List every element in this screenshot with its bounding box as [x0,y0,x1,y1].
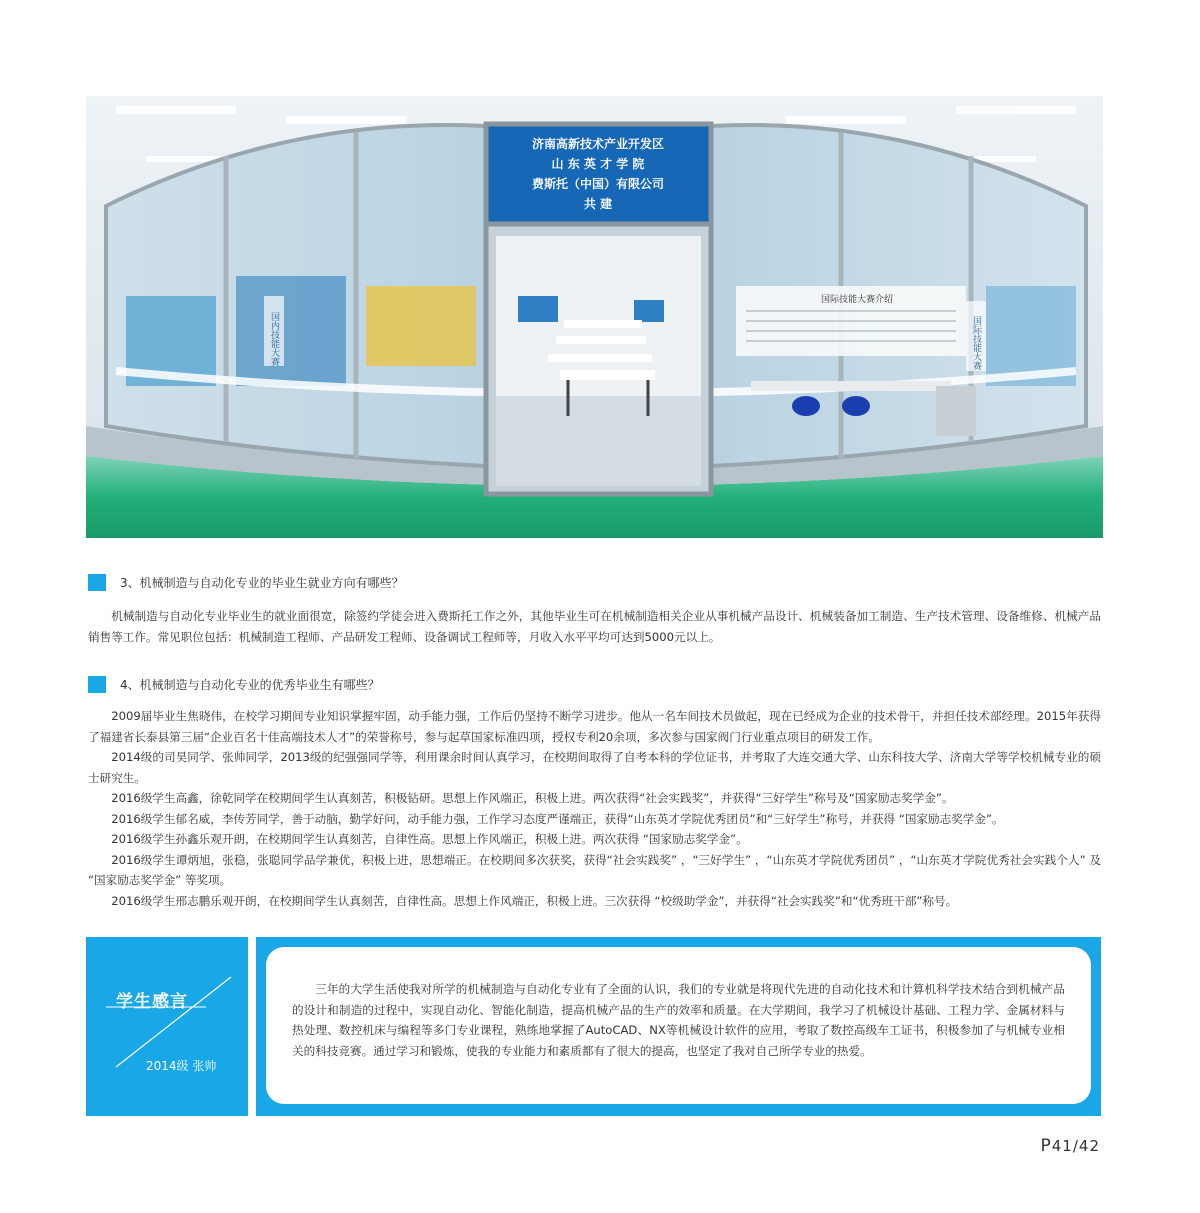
lab-photo-illustration [86,96,1103,538]
testimonial-text: 三年的大学生活使我对所学的机械制造与自动化专业有了全面的认识，我们的专业就是将现代先进的自动化技术和计算机科学技术结合到机械产品的设计和制造的过程中，实现自动化、智能化制造，提高机械产品的生产的效率和质量。在大学期间，我学习了机械设计基础、工程力学、金属材料与热处理、数控机床与编程等多门专业课程，熟练地掌握了AutoCAD、NX等机械设计软件的应用，考取了数控高级车工证书，积极参加了与机械专业相关的科技竞赛。通过学习和锻炼，使我的专业能力和素质都有了很大的提高，也坚定了我对自己所学专业的热爱。 [266,947,1091,1104]
section4-body [88,706,1101,911]
graduate-paragraph: 2016级学生郁名威，李传芳同学，善于动脑，勤学好问，动手能力强，工作学习态度严谨端正，获得“山东英才学院优秀团员”和“三好学生”称号，并获得 “国家励志奖学金”。 [111,811,1004,826]
graduate-paragraph: 2014级的司昊同学、张帅同学，2013级的纪强强同学等，利用课余时间认真学习，在校期间取得了自考本科的学位证书，并考取了大连交通大学、山东科技大学、济南大学等学校机械专业的硕士研究生。 [88,750,1101,785]
sign-line-1: 济南高新技术产业开发区 [531,137,665,151]
section3-body [88,606,1101,647]
section-marker-icon [88,574,106,591]
graduate-paragraph: 2016级学生孙鑫乐观开朗，在校期间学生认真刻苦，自律性高。思想上作风端正，积极上进。两次获得 “国家励志奖学金”。 [111,832,748,846]
section3-heading: 3、机械制造与自动化专业的毕业生就业方向有哪些？ [120,576,404,590]
graduate-paragraph: 2009届毕业生焦晓伟，在校学习期间专业知识掌握牢固，动手能力强，工作后仍坚持不断学习进步。他从一名车间技术员做起，现在已经成为企业的技术骨干，并担任技术部经理。2015年获得了福建省长泰县第三届“企业百名十佳高端技术人才”的荣誉称号，参与起草国家标准四项，授权专利20余项，多次参与国家阀门行业重点项目的研发工作。 [88,709,1101,744]
right-wall-text: 国际技能大赛 [971,316,981,370]
section4-heading: 4、机械制造与自动化专业的优秀毕业生有哪些？ [120,678,380,692]
page-number [1041,1136,1101,1156]
testimonial-label-box [86,937,248,1116]
left-wall-text: 国内技能大赛 [269,312,279,366]
graduate-paragraph: 2016级学生谭炳旭，张稳，张聪同学品学兼优，积极上进，思想端正。在校期间多次获奖，获得“社会实践奖” ，“三好学生” ，“山东英才学院优秀团员” ，“山东英才学院优秀社会实践个人” 及 “国家励志奖学金” 等奖项。 [88,852,1101,887]
testimonial-frame [256,937,1101,1116]
page-prefix: P [1040,1136,1052,1156]
diagonal-line-decoration [86,937,248,1116]
section4-heading-row [88,676,380,693]
graduate-paragraph: 2016级学生高鑫，徐乾同学在校期间学生认真刻苦，积极钻研。思想上作风端正，积极上进。两次获得“社会实践奖”，并获得“三好学生”称号及“国家励志奖学金”。 [111,791,954,805]
section3-heading-row [88,574,404,591]
sign-line-3: 费斯托（中国）有限公司 [531,177,665,191]
sign-line-4: 共 建 [583,197,613,211]
right-board-title: 国际技能大赛介绍 [821,295,894,305]
testimonial-title: 学生感言 [116,992,188,1012]
sign-line-2: 山 东 英 才 学 院 [551,157,645,171]
section-marker-icon [88,676,106,693]
section3-paragraph: 机械制造与自动化专业毕业生的就业面很宽，除签约学徒会进入费斯托工作之外，其他毕业生可在机械制造相关企业从事机械产品设计、机械装备加工制造、生产技术管理、设备维修、机械产品销售等工作。常见职位包括：机械制造工程师、产品研发工程师、设备调试工程师等，月收入水平平均可达到5000元以上。 [88,609,1101,644]
testimonial-author: 2014级 张帅 [146,1059,217,1073]
lab-photo [86,96,1103,538]
graduate-paragraph: 2016级学生邢志鹏乐观开朗，在校期间学生认真刻苦，自律性高。思想上作风端正，积极上进。三次获得 “校级助学金”，并获得“社会实践奖”和“优秀班干部”称号。 [111,893,958,908]
page-count: 41/42 [1051,1137,1100,1155]
